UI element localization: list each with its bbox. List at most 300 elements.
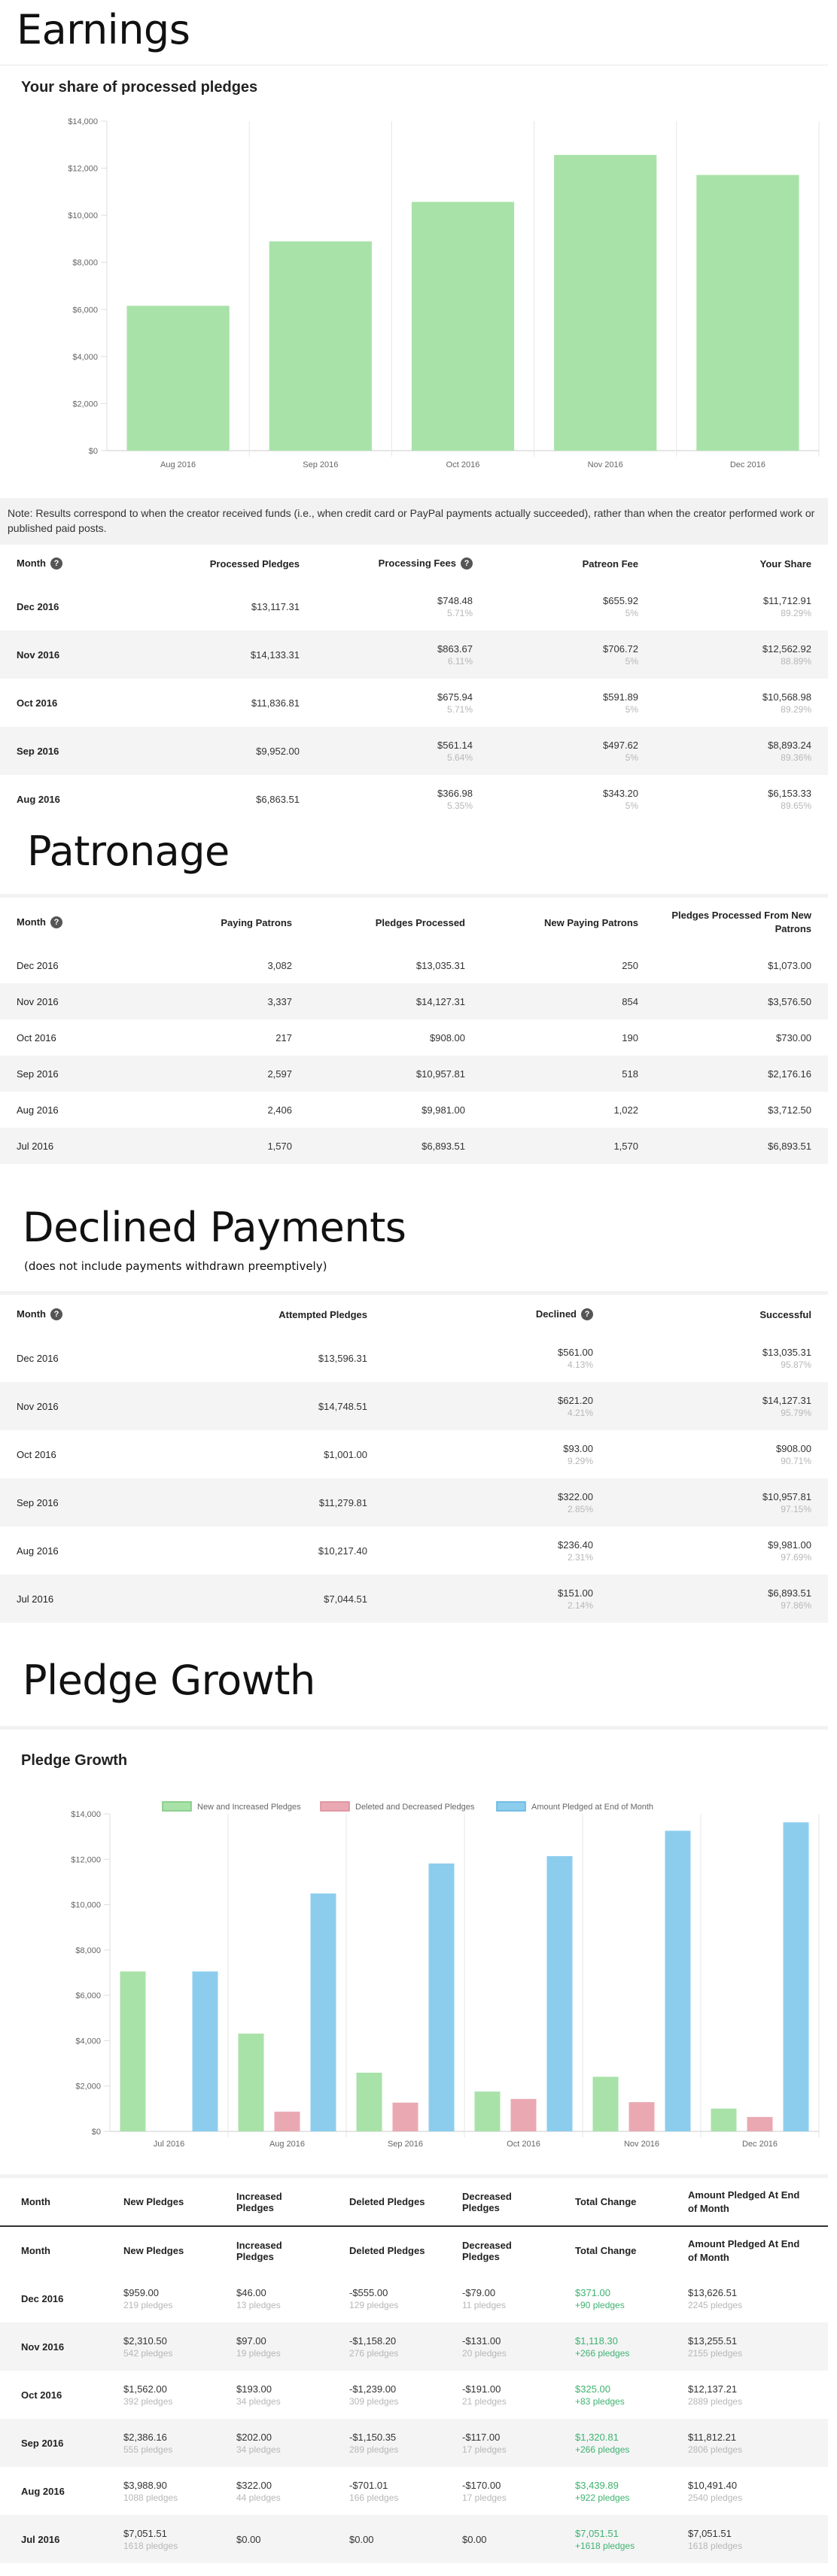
growth-table	[0, 2178, 828, 2563]
help-icon[interactable]: ?	[50, 916, 62, 928]
month-cell-value: Oct 2016	[21, 2389, 62, 2401]
month-cell	[0, 1056, 158, 1092]
deleted-cell	[339, 2419, 452, 2467]
decreased-cell-value: $0.00	[462, 2533, 487, 2545]
end-amount-cell-value: $13,626.51	[688, 2286, 738, 2298]
share-cell-value: $10,568.98	[762, 691, 811, 703]
attempted-cell-value: $10,217.40	[318, 1545, 367, 1557]
new-patrons-cell-value: 1,022	[613, 1104, 638, 1116]
month-cell	[0, 1334, 166, 1382]
fees-cell-value: $748.48	[437, 594, 473, 606]
bar-new-increased[interactable]	[120, 1971, 146, 2131]
successful-cell-sub: 97.15%	[781, 1503, 811, 1514]
col-total-change: Total Change	[575, 2245, 637, 2256]
y-tick-label: $0	[88, 447, 98, 456]
table-row	[0, 1092, 828, 1128]
increased-cell-value: $46.00	[236, 2286, 266, 2298]
growth-chart	[0, 1730, 828, 2181]
legend-label[interactable]: New and Increased Pledges	[197, 1803, 301, 1812]
total-change-cell-sub: +83 pledges	[575, 2395, 625, 2407]
col-amount-end-of-month: Amount Pledged At End of Month	[688, 2237, 800, 2263]
month-cell-value: Dec 2016	[21, 2292, 64, 2304]
month-cell-value: Dec 2016	[17, 1352, 59, 1364]
bar-nov-2016[interactable]	[554, 155, 656, 451]
paying-patrons-cell-value: 3,337	[267, 995, 292, 1007]
y-tick-label: $2,000	[75, 2082, 101, 2091]
legend-swatch	[321, 1802, 349, 1811]
month-cell-value: Aug 2016	[17, 793, 60, 805]
month-cell-value: Sep 2016	[17, 1068, 59, 1080]
successful-cell-value: $13,035.31	[762, 1346, 811, 1358]
col-increased-pledges: Increased Pledges	[236, 2190, 282, 2213]
bar-end-of-month[interactable]	[311, 1894, 336, 2131]
increased-cell-value: $322.00	[236, 2479, 272, 2491]
total-change-cell-value: $371.00	[575, 2286, 610, 2298]
earnings-heading: Earnings	[17, 6, 190, 53]
legend-label[interactable]: Amount Pledged at End of Month	[531, 1803, 654, 1812]
month-cell-value: Jul 2016	[17, 1140, 54, 1152]
patreon-fee-cell	[489, 679, 655, 727]
month-cell	[0, 2371, 113, 2419]
col-pledges-processed: Pledges Processed	[375, 916, 465, 928]
new-pledges-cell-sub: 555 pledges	[123, 2444, 173, 2455]
attempted-cell-value: $14,748.51	[318, 1400, 367, 1412]
total-change-cell-sub: +90 pledges	[575, 2299, 625, 2310]
new-pledges-cell-sub: 219 pledges	[123, 2299, 173, 2310]
processed-cell-value: $11,836.81	[251, 697, 300, 709]
table-row	[0, 1019, 828, 1056]
total-change-cell-sub: +266 pledges	[575, 2444, 630, 2455]
successful-cell-sub: 90.71%	[781, 1455, 811, 1466]
patronage-card	[0, 894, 828, 1187]
new-pledges-cell-sub: 1088 pledges	[123, 2492, 178, 2503]
month-cell-value: Nov 2016	[17, 995, 59, 1007]
deleted-cell	[339, 2515, 452, 2563]
new-pledges-cell-value: $7,051.51	[123, 2527, 167, 2539]
pledges-processed-cell	[309, 1056, 482, 1092]
table-row	[0, 775, 828, 823]
fees-cell	[316, 679, 489, 727]
col-patreon-fee: Patreon Fee	[582, 557, 638, 570]
total-change-cell	[565, 2419, 677, 2467]
share-cell	[655, 630, 828, 679]
end-amount-cell-sub: 2540 pledges	[688, 2492, 743, 2503]
deleted-cell-value: -$701.01	[349, 2479, 388, 2491]
processed-cell-value: $9,952.00	[256, 745, 300, 757]
month-cell	[0, 679, 128, 727]
total-change-cell-sub: +922 pledges	[575, 2492, 630, 2503]
declined-cell	[384, 1478, 610, 1526]
end-amount-cell	[677, 2515, 828, 2563]
month-cell	[0, 2274, 113, 2322]
col-new-pledges: New Pledges	[123, 2196, 184, 2207]
bar-sep-2016[interactable]	[269, 242, 372, 451]
new-processed-cell-value: $2,176.16	[768, 1068, 811, 1080]
paying-patrons-cell-value: 1,570	[267, 1140, 292, 1152]
end-amount-cell-value: $7,051.51	[688, 2527, 732, 2539]
y-tick-label: $6,000	[72, 305, 98, 315]
month-cell	[0, 2419, 113, 2467]
deleted-cell-value: $0.00	[349, 2533, 374, 2545]
earnings-chart-card	[0, 65, 828, 486]
patreon-fee-cell	[489, 630, 655, 679]
bar-oct-2016[interactable]	[412, 202, 514, 451]
decreased-cell	[452, 2515, 565, 2563]
month-cell-value: Oct 2016	[17, 697, 58, 709]
x-tick-label: Aug 2016	[160, 460, 196, 469]
total-change-cell	[565, 2274, 677, 2322]
increased-cell-sub: 34 pledges	[236, 2444, 281, 2455]
table-row	[0, 983, 828, 1019]
col-declined: Declined ?	[384, 1295, 610, 1334]
new-patrons-cell	[482, 947, 655, 983]
fees-cell-sub: 5.71%	[446, 703, 473, 715]
table-row	[0, 630, 828, 679]
bar-deleted-decreased[interactable]	[393, 2103, 418, 2131]
paying-patrons-cell-value: 217	[275, 1031, 292, 1043]
declined-card	[0, 1291, 828, 1627]
deleted-cell-value: -$1,150.35	[349, 2431, 397, 2443]
month-cell	[0, 1019, 158, 1056]
end-amount-cell	[677, 2322, 828, 2371]
fees-cell-sub: 5.71%	[446, 607, 473, 618]
bar-end-of-month[interactable]	[547, 1856, 573, 2131]
fees-cell-value: $675.94	[437, 691, 473, 703]
growth-table-card	[0, 2174, 828, 2576]
month-cell	[0, 1382, 166, 1430]
col-new-paying-patrons: New Paying Patrons	[544, 916, 638, 928]
new-patrons-cell	[482, 1019, 655, 1056]
total-change-cell-value: $7,051.51	[575, 2527, 619, 2539]
bar-deleted-decreased[interactable]	[629, 2102, 655, 2131]
x-tick-label: Jul 2016	[153, 2140, 185, 2149]
month-cell-value: Dec 2016	[17, 600, 59, 612]
month-cell-value: Nov 2016	[17, 1400, 59, 1412]
attempted-cell-value: $7,044.51	[324, 1593, 367, 1605]
month-cell	[0, 582, 128, 630]
y-tick-label: $10,000	[71, 1900, 101, 1910]
patreon-fee-cell	[489, 727, 655, 775]
total-change-cell-sub: +1618 pledges	[575, 2540, 635, 2551]
new-pledges-cell-value: $959.00	[123, 2286, 159, 2298]
new-patrons-cell-value: 518	[622, 1068, 638, 1080]
fees-cell	[316, 775, 489, 823]
bar-end-of-month[interactable]	[429, 1864, 455, 2131]
col-paying-patrons: Paying Patrons	[221, 916, 292, 928]
bar-new-increased[interactable]	[239, 2034, 264, 2131]
growth-chart-card	[0, 1726, 828, 2177]
share-cell-value: $11,712.91	[762, 594, 811, 606]
fees-cell-sub: 5.64%	[446, 752, 473, 763]
earnings-note: Note: Results correspond to when the creator received funds (i.e., when credit card or PayPal payments actually succeeded), rather than when the creator performed work or published paid posts.	[0, 498, 828, 545]
col-total-change: Total Change	[575, 2196, 637, 2207]
col-month: Month ?	[0, 1295, 166, 1334]
share-cell-sub: 89.36%	[781, 752, 811, 763]
pledges-processed-cell-value: $9,981.00	[422, 1104, 465, 1116]
total-change-cell	[565, 2322, 677, 2371]
patronage-heading: Patronage	[27, 828, 230, 875]
attempted-cell-value: $1,001.00	[324, 1448, 367, 1460]
col-decreased-pledges: Decreased Pledges	[462, 2190, 512, 2213]
patreon-fee-cell-value: $706.72	[603, 642, 638, 655]
month-cell-value: Sep 2016	[17, 745, 59, 757]
help-icon[interactable]: ?	[581, 1308, 593, 1320]
fees-cell	[316, 630, 489, 679]
paying-patrons-cell-value: 2,597	[267, 1068, 292, 1080]
bar-new-increased[interactable]	[475, 2091, 501, 2131]
successful-cell	[610, 1478, 828, 1526]
bar-end-of-month[interactable]	[665, 1830, 691, 2131]
month-cell	[0, 1526, 166, 1575]
y-tick-label: $14,000	[68, 117, 98, 126]
declined-table	[0, 1295, 828, 1623]
deleted-cell	[339, 2322, 452, 2371]
deleted-cell-value: -$1,158.20	[349, 2334, 397, 2347]
bar-deleted-decreased[interactable]	[511, 2099, 537, 2131]
month-cell-value: Oct 2016	[17, 1031, 56, 1043]
fees-cell-value: $561.14	[437, 739, 473, 751]
new-pledges-cell-sub: 1618 pledges	[123, 2540, 178, 2551]
patreon-fee-cell-sub: 5%	[625, 655, 638, 667]
increased-cell	[226, 2274, 339, 2322]
month-cell	[0, 1478, 166, 1526]
bar-deleted-decreased[interactable]	[747, 2117, 773, 2131]
decreased-cell-value: -$191.00	[462, 2383, 501, 2395]
month-cell-value: Aug 2016	[17, 1545, 59, 1557]
new-patrons-cell	[482, 983, 655, 1019]
declined-cell-value: $151.00	[558, 1587, 593, 1599]
share-cell	[655, 727, 828, 775]
legend-swatch	[163, 1802, 191, 1811]
increased-cell-sub: 34 pledges	[236, 2395, 281, 2407]
processed-cell	[128, 679, 316, 727]
successful-cell	[610, 1526, 828, 1575]
increased-cell-sub: 19 pledges	[236, 2347, 281, 2359]
new-processed-cell-value: $3,712.50	[768, 1104, 811, 1116]
month-cell	[0, 2467, 113, 2515]
help-icon[interactable]: ?	[50, 1308, 62, 1320]
earnings-chart-title: Your share of processed pledges	[21, 79, 258, 96]
end-amount-cell-value: $10,491.40	[688, 2479, 738, 2491]
pledges-processed-cell	[309, 1128, 482, 1164]
deleted-cell	[339, 2467, 452, 2515]
total-change-cell-value: $325.00	[575, 2383, 610, 2395]
declined-cell-value: $93.00	[563, 1442, 593, 1454]
total-change-cell-value: $1,118.30	[575, 2334, 618, 2347]
col-month: Month ?	[0, 545, 128, 582]
attempted-cell	[166, 1575, 384, 1623]
growth-heading: Pledge Growth	[23, 1657, 315, 1704]
new-pledges-cell-value: $3,988.90	[123, 2479, 167, 2491]
decreased-cell-value: -$79.00	[462, 2286, 496, 2298]
new-patrons-cell	[482, 1056, 655, 1092]
table-row	[0, 2274, 828, 2322]
x-tick-label: Sep 2016	[303, 460, 339, 469]
table-row	[0, 1526, 828, 1575]
successful-cell-sub: 97.86%	[781, 1599, 811, 1611]
end-amount-cell-sub: 2245 pledges	[688, 2299, 743, 2310]
help-icon[interactable]: ?	[50, 557, 62, 570]
successful-cell-value: $14,127.31	[762, 1394, 811, 1406]
share-cell	[655, 775, 828, 823]
decreased-cell-value: -$131.00	[462, 2334, 501, 2347]
y-tick-label: $2,000	[72, 399, 98, 409]
end-amount-cell-value: $11,812.21	[688, 2431, 737, 2443]
help-icon[interactable]: ?	[461, 557, 473, 570]
bar-new-increased[interactable]	[593, 2076, 619, 2131]
end-amount-cell	[677, 2274, 828, 2322]
decreased-cell-sub: 20 pledges	[462, 2347, 507, 2359]
attempted-cell-value: $11,279.81	[318, 1496, 367, 1508]
new-processed-cell-value: $730.00	[776, 1031, 811, 1043]
declined-subtitle: (does not include payments withdrawn preemptively)	[24, 1259, 327, 1273]
successful-cell-value: $908.00	[776, 1442, 811, 1454]
paying-patrons-cell	[158, 1056, 309, 1092]
new-pledges-cell	[113, 2467, 226, 2515]
new-processed-cell	[655, 1019, 828, 1056]
table-row	[0, 1056, 828, 1092]
new-pledges-cell-value: $2,310.50	[123, 2334, 167, 2347]
paying-patrons-cell-value: 3,082	[267, 959, 292, 971]
month-cell-value: Sep 2016	[21, 2437, 64, 2449]
declined-cell-sub: 2.14%	[567, 1599, 593, 1611]
processed-cell-value: $6,863.51	[256, 793, 300, 805]
fees-cell-sub: 5.35%	[446, 800, 473, 811]
bar-end-of-month[interactable]	[193, 1971, 218, 2131]
new-processed-cell	[655, 947, 828, 983]
declined-cell-sub: 2.85%	[567, 1503, 593, 1514]
x-tick-label: Nov 2016	[623, 2140, 660, 2149]
new-pledges-cell	[113, 2515, 226, 2563]
paying-patrons-cell-value: 2,406	[267, 1104, 292, 1116]
end-amount-cell-sub: 2889 pledges	[688, 2395, 743, 2407]
patreon-fee-cell-sub: 5%	[625, 800, 638, 811]
end-amount-cell	[677, 2419, 828, 2467]
table-row	[0, 2322, 828, 2371]
legend-label[interactable]: Deleted and Decreased Pledges	[355, 1803, 475, 1812]
patreon-fee-cell-value: $655.92	[603, 594, 638, 606]
processed-cell	[128, 727, 316, 775]
pledges-processed-cell-value: $908.00	[430, 1031, 465, 1043]
table-row	[0, 2371, 828, 2419]
month-cell-value: Nov 2016	[21, 2341, 65, 2353]
growth-table-sticky-header	[0, 2178, 828, 2226]
patreon-fee-cell	[489, 775, 655, 823]
paying-patrons-cell	[158, 1092, 309, 1128]
successful-cell-value: $6,893.51	[768, 1587, 811, 1599]
attempted-cell-value: $13,596.31	[318, 1352, 367, 1364]
new-processed-cell-value: $1,073.00	[768, 959, 811, 971]
earnings-chart	[0, 65, 828, 487]
earnings-table	[0, 545, 828, 823]
month-cell	[0, 630, 128, 679]
bar-deleted-decreased[interactable]	[275, 2112, 300, 2131]
fees-cell	[316, 727, 489, 775]
processed-cell-value: $14,133.31	[250, 649, 300, 661]
fees-cell	[316, 582, 489, 630]
month-cell	[0, 983, 158, 1019]
patreon-fee-cell-value: $343.20	[603, 787, 638, 799]
declined-cell-sub: 4.21%	[567, 1407, 593, 1418]
month-cell-value: Sep 2016	[17, 1496, 59, 1508]
y-tick-label: $10,000	[68, 211, 98, 221]
month-cell	[0, 2515, 113, 2563]
col-deleted-pledges: Deleted Pledges	[349, 2196, 425, 2207]
decreased-cell	[452, 2467, 565, 2515]
decreased-cell-sub: 17 pledges	[462, 2492, 507, 2503]
col-your-share: Your Share	[759, 557, 811, 570]
increased-cell	[226, 2419, 339, 2467]
col-amount-end-of-month: Amount Pledged At End of Month	[688, 2189, 800, 2214]
new-pledges-cell	[113, 2274, 226, 2322]
bar-new-increased[interactable]	[357, 2073, 382, 2131]
bar-new-increased[interactable]	[711, 2109, 737, 2131]
x-tick-label: Dec 2016	[729, 460, 765, 469]
month-cell	[0, 727, 128, 775]
month-cell-value: Oct 2016	[17, 1448, 56, 1460]
col-decreased-pledges: Decreased Pledges	[462, 2239, 512, 2262]
pledges-processed-cell-value: $14,127.31	[415, 995, 465, 1007]
pledges-processed-cell	[309, 1019, 482, 1056]
patreon-fee-cell-value: $591.89	[603, 691, 638, 703]
patreon-fee-cell-sub: 5%	[625, 607, 638, 618]
bar-dec-2016[interactable]	[696, 175, 799, 451]
table-row	[0, 582, 828, 630]
declined-cell-sub: 4.13%	[567, 1359, 593, 1370]
new-patrons-cell-value: 1,570	[613, 1140, 638, 1152]
y-tick-label: $8,000	[75, 1946, 101, 1955]
x-tick-label: Oct 2016	[446, 460, 480, 469]
col-increased-pledges: Increased Pledges	[236, 2239, 282, 2262]
new-pledges-cell-value: $2,386.16	[123, 2431, 167, 2443]
share-cell-value: $12,562.92	[762, 642, 811, 655]
successful-cell	[610, 1334, 828, 1382]
declined-cell-sub: 9.29%	[567, 1455, 593, 1466]
increased-cell	[226, 2322, 339, 2371]
increased-cell	[226, 2467, 339, 2515]
legend-swatch	[497, 1802, 525, 1811]
y-tick-label: $12,000	[71, 1855, 101, 1865]
new-pledges-cell-sub: 392 pledges	[123, 2395, 173, 2407]
col-attempted-pledges: Attempted Pledges	[278, 1308, 367, 1320]
total-change-cell	[565, 2467, 677, 2515]
increased-cell	[226, 2371, 339, 2419]
total-change-cell-sub: +266 pledges	[575, 2347, 630, 2359]
attempted-cell	[166, 1430, 384, 1478]
table-row	[0, 1382, 828, 1430]
total-change-cell-value: $1,320.81	[575, 2431, 619, 2443]
increased-cell-value: $0.00	[236, 2533, 261, 2545]
table-row	[0, 2419, 828, 2467]
bar-aug-2016[interactable]	[126, 305, 229, 451]
increased-cell-sub: 44 pledges	[236, 2492, 281, 2503]
table-row	[0, 679, 828, 727]
patreon-fee-cell	[489, 582, 655, 630]
declined-cell-value: $236.40	[558, 1539, 593, 1551]
new-pledges-cell	[113, 2322, 226, 2371]
increased-cell-value: $193.00	[236, 2383, 272, 2395]
month-cell-value: Nov 2016	[17, 649, 60, 661]
patronage-table-header	[0, 898, 828, 947]
fees-cell-sub: 6.11%	[447, 655, 473, 667]
declined-cell	[384, 1334, 610, 1382]
decreased-cell-sub: 17 pledges	[462, 2444, 507, 2455]
share-cell-sub: 89.65%	[781, 800, 811, 811]
y-tick-label: $0	[91, 2128, 101, 2137]
new-processed-cell	[655, 1128, 828, 1164]
share-cell-value: $6,153.33	[768, 787, 811, 799]
bar-end-of-month[interactable]	[784, 1822, 809, 2131]
